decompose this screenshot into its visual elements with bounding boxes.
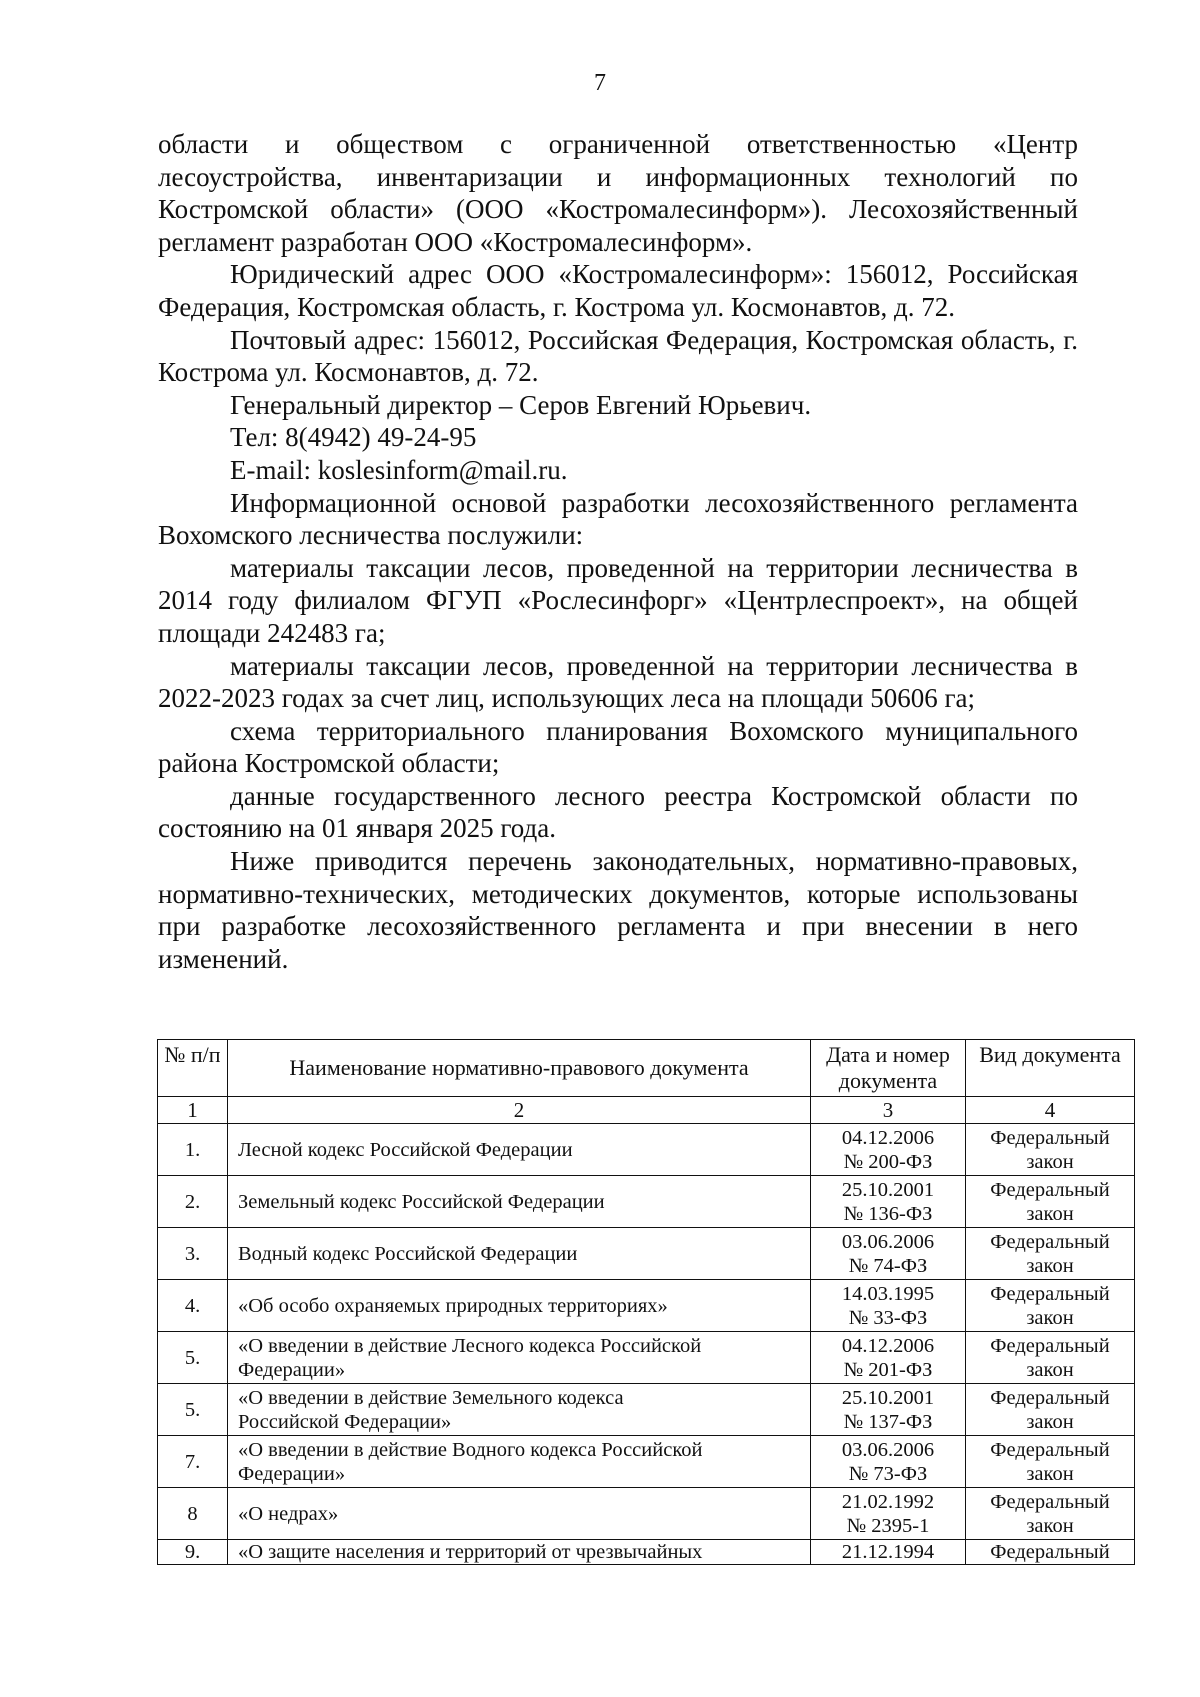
row-type: [966, 1384, 1135, 1436]
row-number: 4.: [158, 1280, 228, 1332]
paragraph: материалы таксации лесов, проведенной на территории лесничества в 2022-2023 годах за счет лиц, использующих леса на площади 50606 га;: [158, 650, 1078, 714]
row-name-line: Лесной кодекс Российской Федерации: [238, 1138, 573, 1161]
row-doc-number: № 33-ФЗ: [848, 1306, 928, 1329]
row-document-name: [228, 1384, 811, 1436]
header-name: Наименование нормативно-правового документа: [228, 1040, 811, 1097]
row-date: [811, 1124, 966, 1176]
row-date: [811, 1228, 966, 1280]
table-row: [158, 1540, 1135, 1565]
row-date-value: 03.06.2006: [841, 1438, 935, 1461]
row-type: [966, 1436, 1135, 1488]
row-type: [966, 1228, 1135, 1280]
paragraph: Генеральный директор – Серов Евгений Юрьевич.: [230, 389, 812, 420]
row-type: [966, 1488, 1135, 1540]
row-number: 5.: [158, 1384, 228, 1436]
table-row: [158, 1332, 1135, 1384]
row-number: 9.: [158, 1540, 228, 1565]
row-type-line: закон: [1026, 1462, 1074, 1485]
header-date-line: документа: [838, 1068, 938, 1093]
row-date-value: 25.10.2001: [841, 1386, 935, 1409]
row-type-line: Федеральный: [990, 1386, 1110, 1409]
row-type-line: закон: [1026, 1514, 1074, 1537]
row-document-name: [228, 1124, 811, 1176]
row-type-line: закон: [1026, 1150, 1074, 1173]
header-date-line: Дата и номер: [826, 1042, 950, 1067]
row-doc-number: № 200-ФЗ: [843, 1150, 933, 1173]
paragraph: схема территориального планирования Вохомского муниципального района Костромской области;: [158, 715, 1078, 779]
table-body: [158, 1124, 1135, 1540]
row-type: [966, 1280, 1135, 1332]
row-type-line: закон: [1026, 1254, 1074, 1277]
row-date: [811, 1280, 966, 1332]
table-row: [158, 1488, 1135, 1540]
row-number: 2.: [158, 1176, 228, 1228]
row-document-name: [228, 1228, 811, 1280]
paragraph: Информационной основой разработки лесохозяйственного регламента Вохомского лесничества послужили:: [158, 487, 1078, 551]
paragraph: материалы таксации лесов, проведенной на территории лесничества в 2014 году филиалом ФГУП «Рослесинфорг» «Центрлеспроект», на общей площади 242483 га;: [158, 552, 1078, 648]
paragraph: Тел: 8(4942) 49-24-95: [230, 422, 477, 453]
row-document-name: [228, 1488, 811, 1540]
row-type-line: Федеральный: [990, 1334, 1110, 1357]
row-number: 1.: [158, 1124, 228, 1176]
table-row: [158, 1228, 1135, 1280]
row-type-line: Федеральный: [990, 1178, 1110, 1201]
row-type-line: закон: [1026, 1306, 1074, 1329]
row-date: [811, 1436, 966, 1488]
row-doc-number: № 137-ФЗ: [843, 1410, 933, 1433]
row-name-line: «О введении в действие Земельного кодекса: [238, 1386, 624, 1409]
row-type-line: Федеральный: [990, 1230, 1110, 1253]
column-index: 2: [228, 1097, 811, 1124]
row-date-value: 04.12.2006: [841, 1126, 935, 1149]
paragraph: E-mail: koslesinform@mail.ru.: [230, 454, 568, 485]
row-date: [811, 1488, 966, 1540]
row-number: 8: [158, 1488, 228, 1540]
row-date-value: 25.10.2001: [841, 1178, 935, 1201]
row-number: 5.: [158, 1332, 228, 1384]
row-document-name: [228, 1280, 811, 1332]
row-type-line: Федеральный: [990, 1126, 1110, 1149]
column-index: 4: [966, 1097, 1135, 1124]
row-document-name: [228, 1176, 811, 1228]
column-index: 1: [158, 1097, 228, 1124]
row-type-line: Федеральный: [990, 1282, 1110, 1305]
row-type-line: Федеральный: [990, 1438, 1110, 1461]
row-name-line: «Об особо охраняемых природных территориях»: [238, 1294, 668, 1317]
header-date: [811, 1040, 966, 1097]
row-doc-number: № 201-ФЗ: [843, 1358, 933, 1381]
paragraph: Юридический адрес ООО «Костромалесинформ»: 156012, Российская Федерация, Костромская область, г. Кострома ул. Космонавтов, д. 72.: [158, 259, 1078, 322]
row-doc-number: № 73-ФЗ: [848, 1462, 928, 1485]
row-date-value: 04.12.2006: [841, 1334, 935, 1357]
document-body: [158, 128, 1078, 975]
table-row: [158, 1176, 1135, 1228]
row-date: [811, 1332, 966, 1384]
row-document-name: «О защите населения и территорий от чрезвычайных: [228, 1540, 811, 1565]
row-date: [811, 1384, 966, 1436]
row-number: 7.: [158, 1436, 228, 1488]
table-header-row: [158, 1040, 1135, 1097]
row-doc-number: № 74-ФЗ: [848, 1254, 928, 1277]
row-type: Федеральный: [966, 1540, 1135, 1565]
page-number: 7: [594, 70, 606, 96]
table-row: [158, 1280, 1135, 1332]
row-number: 3.: [158, 1228, 228, 1280]
row-type-line: Федеральный: [990, 1490, 1110, 1513]
row-type-line: закон: [1026, 1202, 1074, 1225]
row-name-line: Федерации»: [238, 1462, 346, 1485]
row-type: [966, 1176, 1135, 1228]
column-index-row: [158, 1097, 1135, 1124]
documents-table: [157, 1039, 1135, 1565]
row-type: [966, 1124, 1135, 1176]
row-document-name: [228, 1436, 811, 1488]
header-type: Вид документа: [966, 1040, 1135, 1097]
row-doc-number: № 2395-1: [846, 1514, 930, 1537]
row-name-line: «О недрах»: [238, 1502, 339, 1525]
paragraph: области и обществом с ограниченной ответственностью «Центр лесоустройства, инвентаризации и информационных технологий по Костромской области» (ООО «Костромалесинформ»). Лесохозяйственный регламент разработан ООО «Костромалесинформ».: [158, 129, 1078, 257]
row-type: [966, 1332, 1135, 1384]
row-name-line: Земельный кодекс Российской Федерации: [238, 1190, 605, 1213]
header-num: № п/п: [158, 1040, 228, 1097]
paragraph: Почтовый адрес: 156012, Российская Федерация, Костромская область, г. Кострома ул. Космонавтов, д. 72.: [158, 324, 1078, 388]
row-date-value: 21.02.1992: [841, 1490, 935, 1513]
row-document-name: [228, 1332, 811, 1384]
row-date: 21.12.1994: [811, 1540, 966, 1565]
row-name-line: Российской Федерации»: [238, 1410, 452, 1433]
column-index: 3: [811, 1097, 966, 1124]
table-row: [158, 1436, 1135, 1488]
paragraph: данные государственного лесного реестра Костромской области по состоянию на 01 января 2025 года.: [158, 780, 1078, 844]
row-name-line: «О введении в действие Водного кодекса Российской: [238, 1438, 703, 1461]
row-name-line: «О введении в действие Лесного кодекса Российской: [238, 1334, 702, 1357]
row-type-line: закон: [1026, 1358, 1074, 1381]
row-type-line: закон: [1026, 1410, 1074, 1433]
row-name-line: Водный кодекс Российской Федерации: [238, 1242, 578, 1265]
table-row: [158, 1384, 1135, 1436]
row-date-value: 03.06.2006: [841, 1230, 935, 1253]
paragraph: Ниже приводится перечень законодательных, нормативно-правовых, нормативно-технических, методических документов, которые использованы при разработке лесохозяйственного регламента и при внесении в него изменений.: [158, 846, 1078, 974]
row-date: [811, 1176, 966, 1228]
row-date-value: 14.03.1995: [841, 1282, 935, 1305]
table-row: [158, 1124, 1135, 1176]
row-doc-number: № 136-ФЗ: [843, 1202, 933, 1225]
row-name-line: Федерации»: [238, 1358, 346, 1381]
